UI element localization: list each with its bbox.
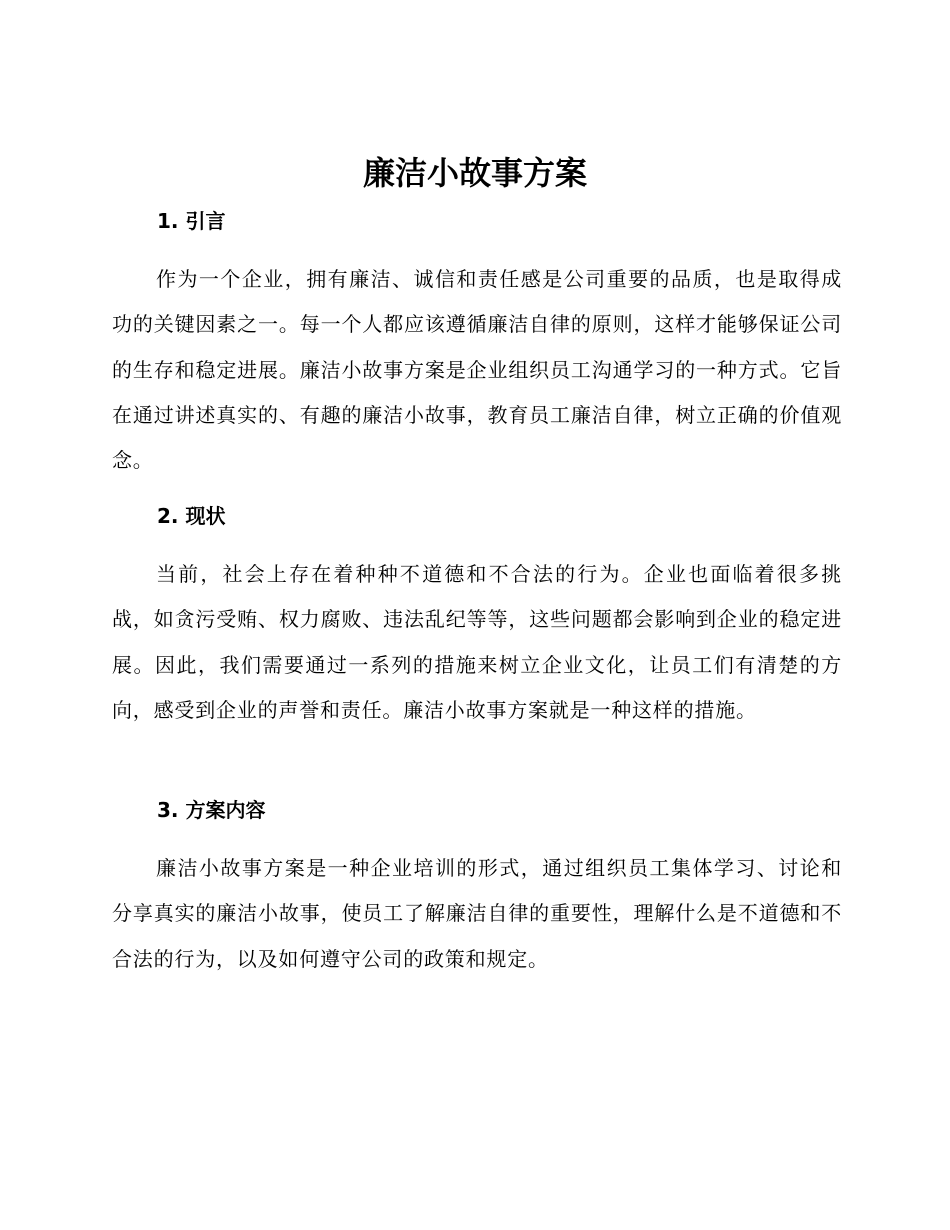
section-body-status: 当前，社会上存在着种种不道德和不合法的行为。企业也面临着很多挑战，如贪污受贿、权力腐败、违法乱纪等等，这些问题都会影响到企业的稳定进展。因此，我们需要通过一系列的措施来树立企业文化，让员工们有清楚的方向，感受到企业的声誉和责任。廉洁小故事方案就是一种这样的措施。	[112, 562, 842, 722]
section-heading-status: 2. 现状	[157, 504, 226, 528]
section-heading-content: 3. 方案内容	[157, 798, 266, 822]
document-title: 廉洁小故事方案	[362, 154, 587, 192]
section-heading-intro: 1. 引言	[157, 209, 226, 233]
section-body-intro: 作为一个企业，拥有廉洁、诚信和责任感是公司重要的品质，也是取得成功的关键因素之一。每一个人都应该遵循廉洁自律的原则，这样才能够保证公司的生存和稳定进展。廉洁小故事方案是企业组织员工沟通学习的一种方式。它旨在通过讲述真实的、有趣的廉洁小故事，教育员工廉洁自律，树立正确的价值观念。	[112, 267, 842, 473]
section-body-content: 廉洁小故事方案是一种企业培训的形式，通过组织员工集体学习、讨论和分享真实的廉洁小故事，使员工了解廉洁自律的重要性，理解什么是不道德和不合法的行为，以及如何遵守公司的政策和规定。	[112, 856, 842, 971]
